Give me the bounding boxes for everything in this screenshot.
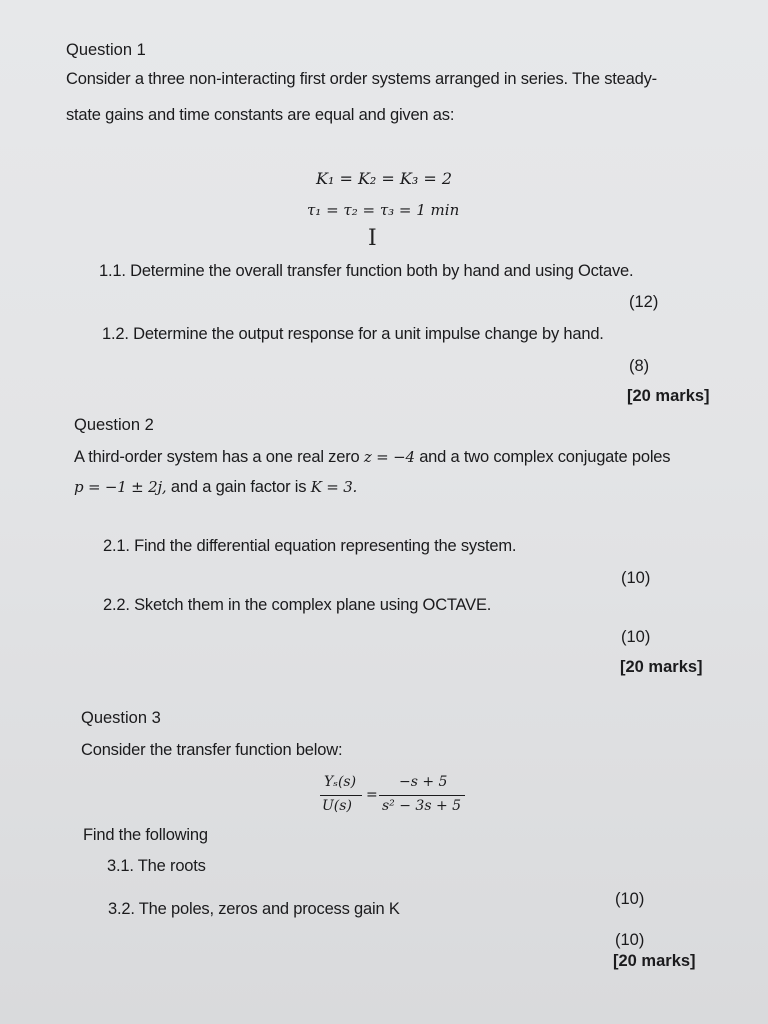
question-1-intro-line-1: Consider a three non-interacting first order systems arranged in series. The steady- (66, 70, 657, 88)
question-1-1-text: 1.1. Determine the overall transfer function both by hand and using Octave. (99, 262, 634, 280)
question-2-line-2-text: and a gain factor is (170, 478, 307, 496)
zero-expression: z = −4 (363, 448, 415, 466)
question-2-line-1-text-a: A third-order system has a one real zero (74, 448, 360, 466)
question-2-1-text: 2.1. Find the differential equation representing the system. (103, 537, 517, 555)
poles-expression: p = −1 ± 2j, (74, 478, 167, 496)
tf-right-numerator: −s + 5 (399, 774, 448, 790)
tf-left-denominator: U(s) (322, 798, 352, 814)
question-2-line-2 (74, 478, 357, 497)
tf-left-fraction-bar (320, 795, 362, 796)
equation-gains: K₁ = K₂ = K₃ = 2 (316, 169, 453, 188)
question-3-find-label: Find the following (83, 826, 208, 844)
question-3-title: Question 3 (81, 709, 161, 727)
tf-equals-sign: = (366, 787, 378, 803)
tf-right-fraction-bar (379, 795, 465, 796)
transfer-function-right-fraction (379, 774, 469, 818)
question-2-2-marks: (10) (621, 628, 651, 646)
question-3-1-text: 3.1. The roots (107, 857, 206, 875)
tf-right-denominator: s² − 3s + 5 (382, 798, 462, 814)
tf-left-numerator: Yₛ(s) (324, 774, 357, 790)
question-2-title: Question 2 (74, 416, 154, 434)
question-1-2-text: 1.2. Determine the output response for a unit impulse change by hand. (102, 325, 604, 343)
question-3-marks-a: (10) (615, 890, 645, 908)
text-cursor-icon: I (368, 226, 377, 251)
question-1-1-marks: (12) (629, 293, 659, 311)
question-3-marks-b: (10) (615, 931, 645, 949)
question-3-total-marks: [20 marks] (613, 952, 696, 970)
question-1-2-marks: (8) (629, 357, 650, 375)
question-3-intro: Consider the transfer function below: (81, 741, 343, 759)
question-2-2-text: 2.2. Sketch them in the complex plane using OCTAVE. (103, 596, 492, 614)
question-2-1-marks: (10) (621, 569, 651, 587)
equation-time-constants: τ₁ = τ₂ = τ₃ = 1 min (307, 201, 460, 219)
question-1-title: Question 1 (66, 41, 146, 59)
question-1-total-marks: [20 marks] (627, 387, 710, 405)
question-2-line-1-text-b: and a two complex conjugate poles (419, 448, 671, 466)
question-2-line-1 (74, 448, 670, 467)
question-1-intro-line-2: state gains and time constants are equal and given as: (66, 106, 455, 124)
gain-expression: K = 3. (310, 478, 358, 496)
question-2-total-marks: [20 marks] (620, 658, 703, 676)
question-3-2-text: 3.2. The poles, zeros and process gain K (108, 900, 400, 918)
transfer-function-left-fraction (320, 774, 364, 818)
